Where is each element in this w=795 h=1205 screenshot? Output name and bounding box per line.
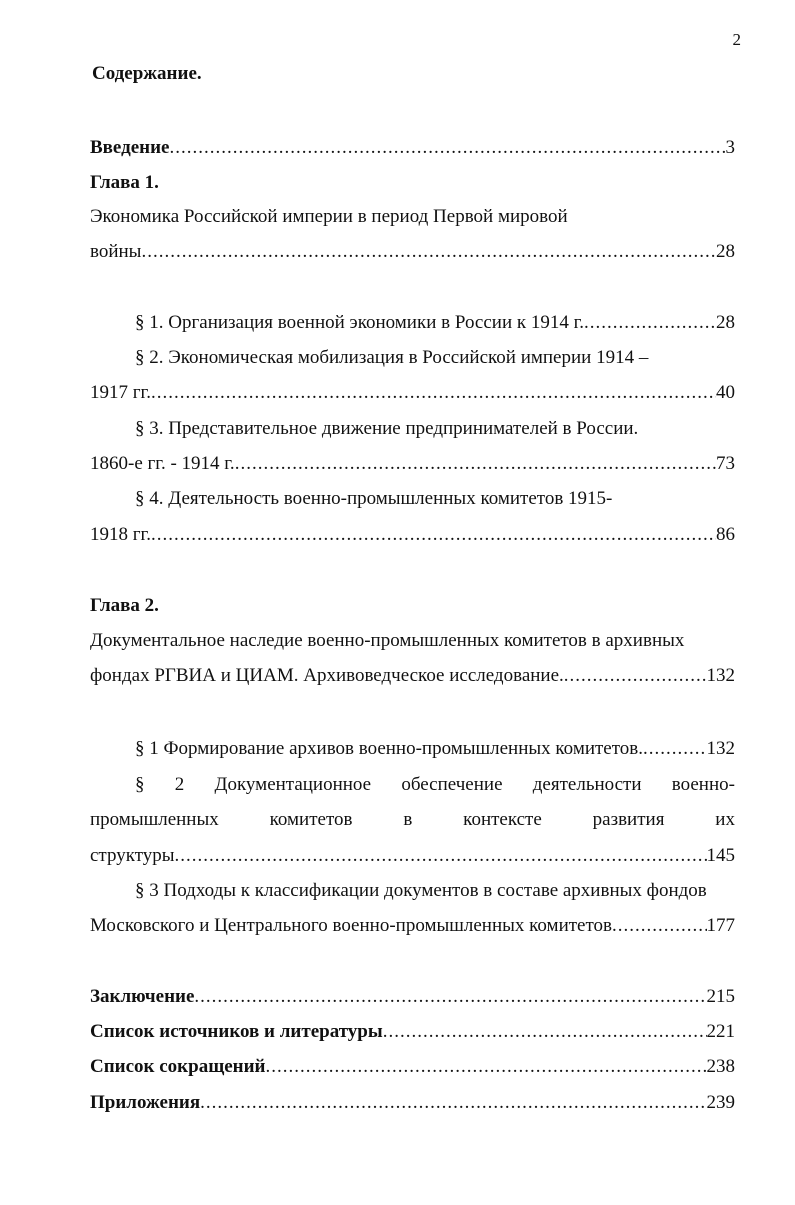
chapter2-title-line2	[90, 665, 735, 687]
word: комитетов	[269, 809, 353, 830]
toc-entry-page: 215	[706, 986, 735, 1007]
toc-entry-label: Список источников и литературы	[90, 1021, 383, 1042]
section-2-1	[135, 738, 735, 760]
toc-entry-intro	[90, 137, 735, 159]
toc-entry-label: структуры	[90, 845, 175, 866]
toc-leader-dots	[175, 845, 707, 867]
toc-leader-dots	[612, 915, 707, 937]
toc-entry-label: Список сокращений	[90, 1056, 266, 1077]
toc-entry-page: 132	[706, 665, 735, 686]
toc-entry-page: 28	[716, 312, 735, 333]
section-1-1	[135, 312, 735, 334]
toc-leader-dots	[141, 241, 716, 263]
toc-leader-dots	[383, 1021, 707, 1043]
toc-entry-appendices	[90, 1092, 735, 1114]
toc-entry-abbreviations	[90, 1056, 735, 1078]
toc-entry-page: 145	[706, 845, 735, 866]
section-2-2-line2	[90, 809, 735, 831]
section-1-3-line1: § 3. Представительное движение предпринимателей в России.	[135, 418, 639, 439]
section-1-2-line1: § 2. Экономическая мобилизация в Российской империи 1914 –	[135, 347, 649, 368]
section-1-4-line2	[90, 524, 735, 546]
toc-entry-page: 177	[706, 915, 735, 936]
toc-leader-dots	[235, 453, 716, 475]
toc-entry-page: 238	[706, 1056, 735, 1077]
toc-entry-label: 1860-е гг. - 1914 г.	[90, 453, 235, 474]
page-number: 2	[732, 30, 741, 49]
toc-leader-dots	[151, 524, 716, 546]
word: контексте	[463, 809, 542, 830]
chapter1-heading: Глава 1.	[90, 172, 159, 193]
toc-entry-page: 239	[706, 1092, 735, 1113]
toc-entry-page: 28	[716, 241, 735, 262]
chapter1-title-line2	[90, 241, 735, 263]
toc-entry-label: Введение	[90, 137, 170, 158]
toc-entry-label: Московского и Центрального военно-промышленных комитетов	[90, 915, 612, 936]
toc-leader-dots	[200, 1092, 706, 1114]
toc-entry-label: Заключение	[90, 986, 195, 1007]
word: 2	[174, 774, 185, 795]
word: их	[715, 809, 735, 830]
word: деятельности	[532, 774, 642, 795]
toc-entry-page: 86	[716, 524, 735, 545]
toc-entry-page: 3	[725, 137, 735, 158]
toc-entry-label: § 1 Формирование архивов военно-промышленных комитетов.	[135, 738, 644, 759]
toc-leader-dots	[564, 665, 707, 687]
toc-leader-dots	[170, 137, 726, 159]
toc-leader-dots	[643, 738, 706, 760]
toc-title: Содержание.	[92, 63, 202, 84]
toc-entry-sources	[90, 1021, 735, 1043]
section-2-2-line3	[90, 845, 735, 867]
section-2-2-line1	[135, 774, 735, 796]
section-1-4-line1: § 4. Деятельность военно-промышленных комитетов 1915-	[135, 488, 613, 509]
toc-entry-page: 221	[706, 1021, 735, 1042]
chapter2-title-line1: Документальное наследие военно-промышленных комитетов в архивных	[90, 630, 685, 651]
word: военно-	[671, 774, 735, 795]
toc-leader-dots	[266, 1056, 707, 1078]
toc-entry-label: Приложения	[90, 1092, 201, 1113]
toc-entry-conclusion	[90, 986, 735, 1008]
toc-entry-label: 1918 гг.	[90, 524, 151, 545]
chapter1-title-line1: Экономика Российской империи в период Первой мировой	[90, 206, 568, 227]
section-2-3-line1: § 3 Подходы к классификации документов в составе архивных фондов	[135, 880, 707, 901]
toc-leader-dots	[584, 312, 716, 334]
toc-leader-dots	[151, 382, 716, 404]
toc-entry-label: фондах РГВИА и ЦИАМ. Архивоведческое исследование.	[90, 665, 564, 686]
toc-entry-page: 132	[706, 738, 735, 759]
toc-leader-dots	[194, 986, 706, 1008]
toc-entry-page: 73	[716, 453, 735, 474]
word: обеспечение	[401, 774, 503, 795]
toc-entry-label: войны	[90, 241, 142, 262]
word: в	[403, 809, 413, 830]
word: промышленных	[90, 809, 219, 830]
section-1-2-line2	[90, 382, 735, 404]
chapter2-heading: Глава 2.	[90, 595, 159, 616]
word: §	[135, 774, 145, 795]
toc-entry-label: § 1. Организация военной экономики в России к 1914 г.	[135, 312, 584, 333]
toc-entry-page: 40	[716, 382, 735, 403]
word: Документационное	[214, 774, 372, 795]
section-1-3-line2	[90, 453, 735, 475]
word: развития	[592, 809, 665, 830]
section-2-3-line2	[90, 915, 735, 937]
toc-entry-label: 1917 гг.	[90, 382, 151, 403]
